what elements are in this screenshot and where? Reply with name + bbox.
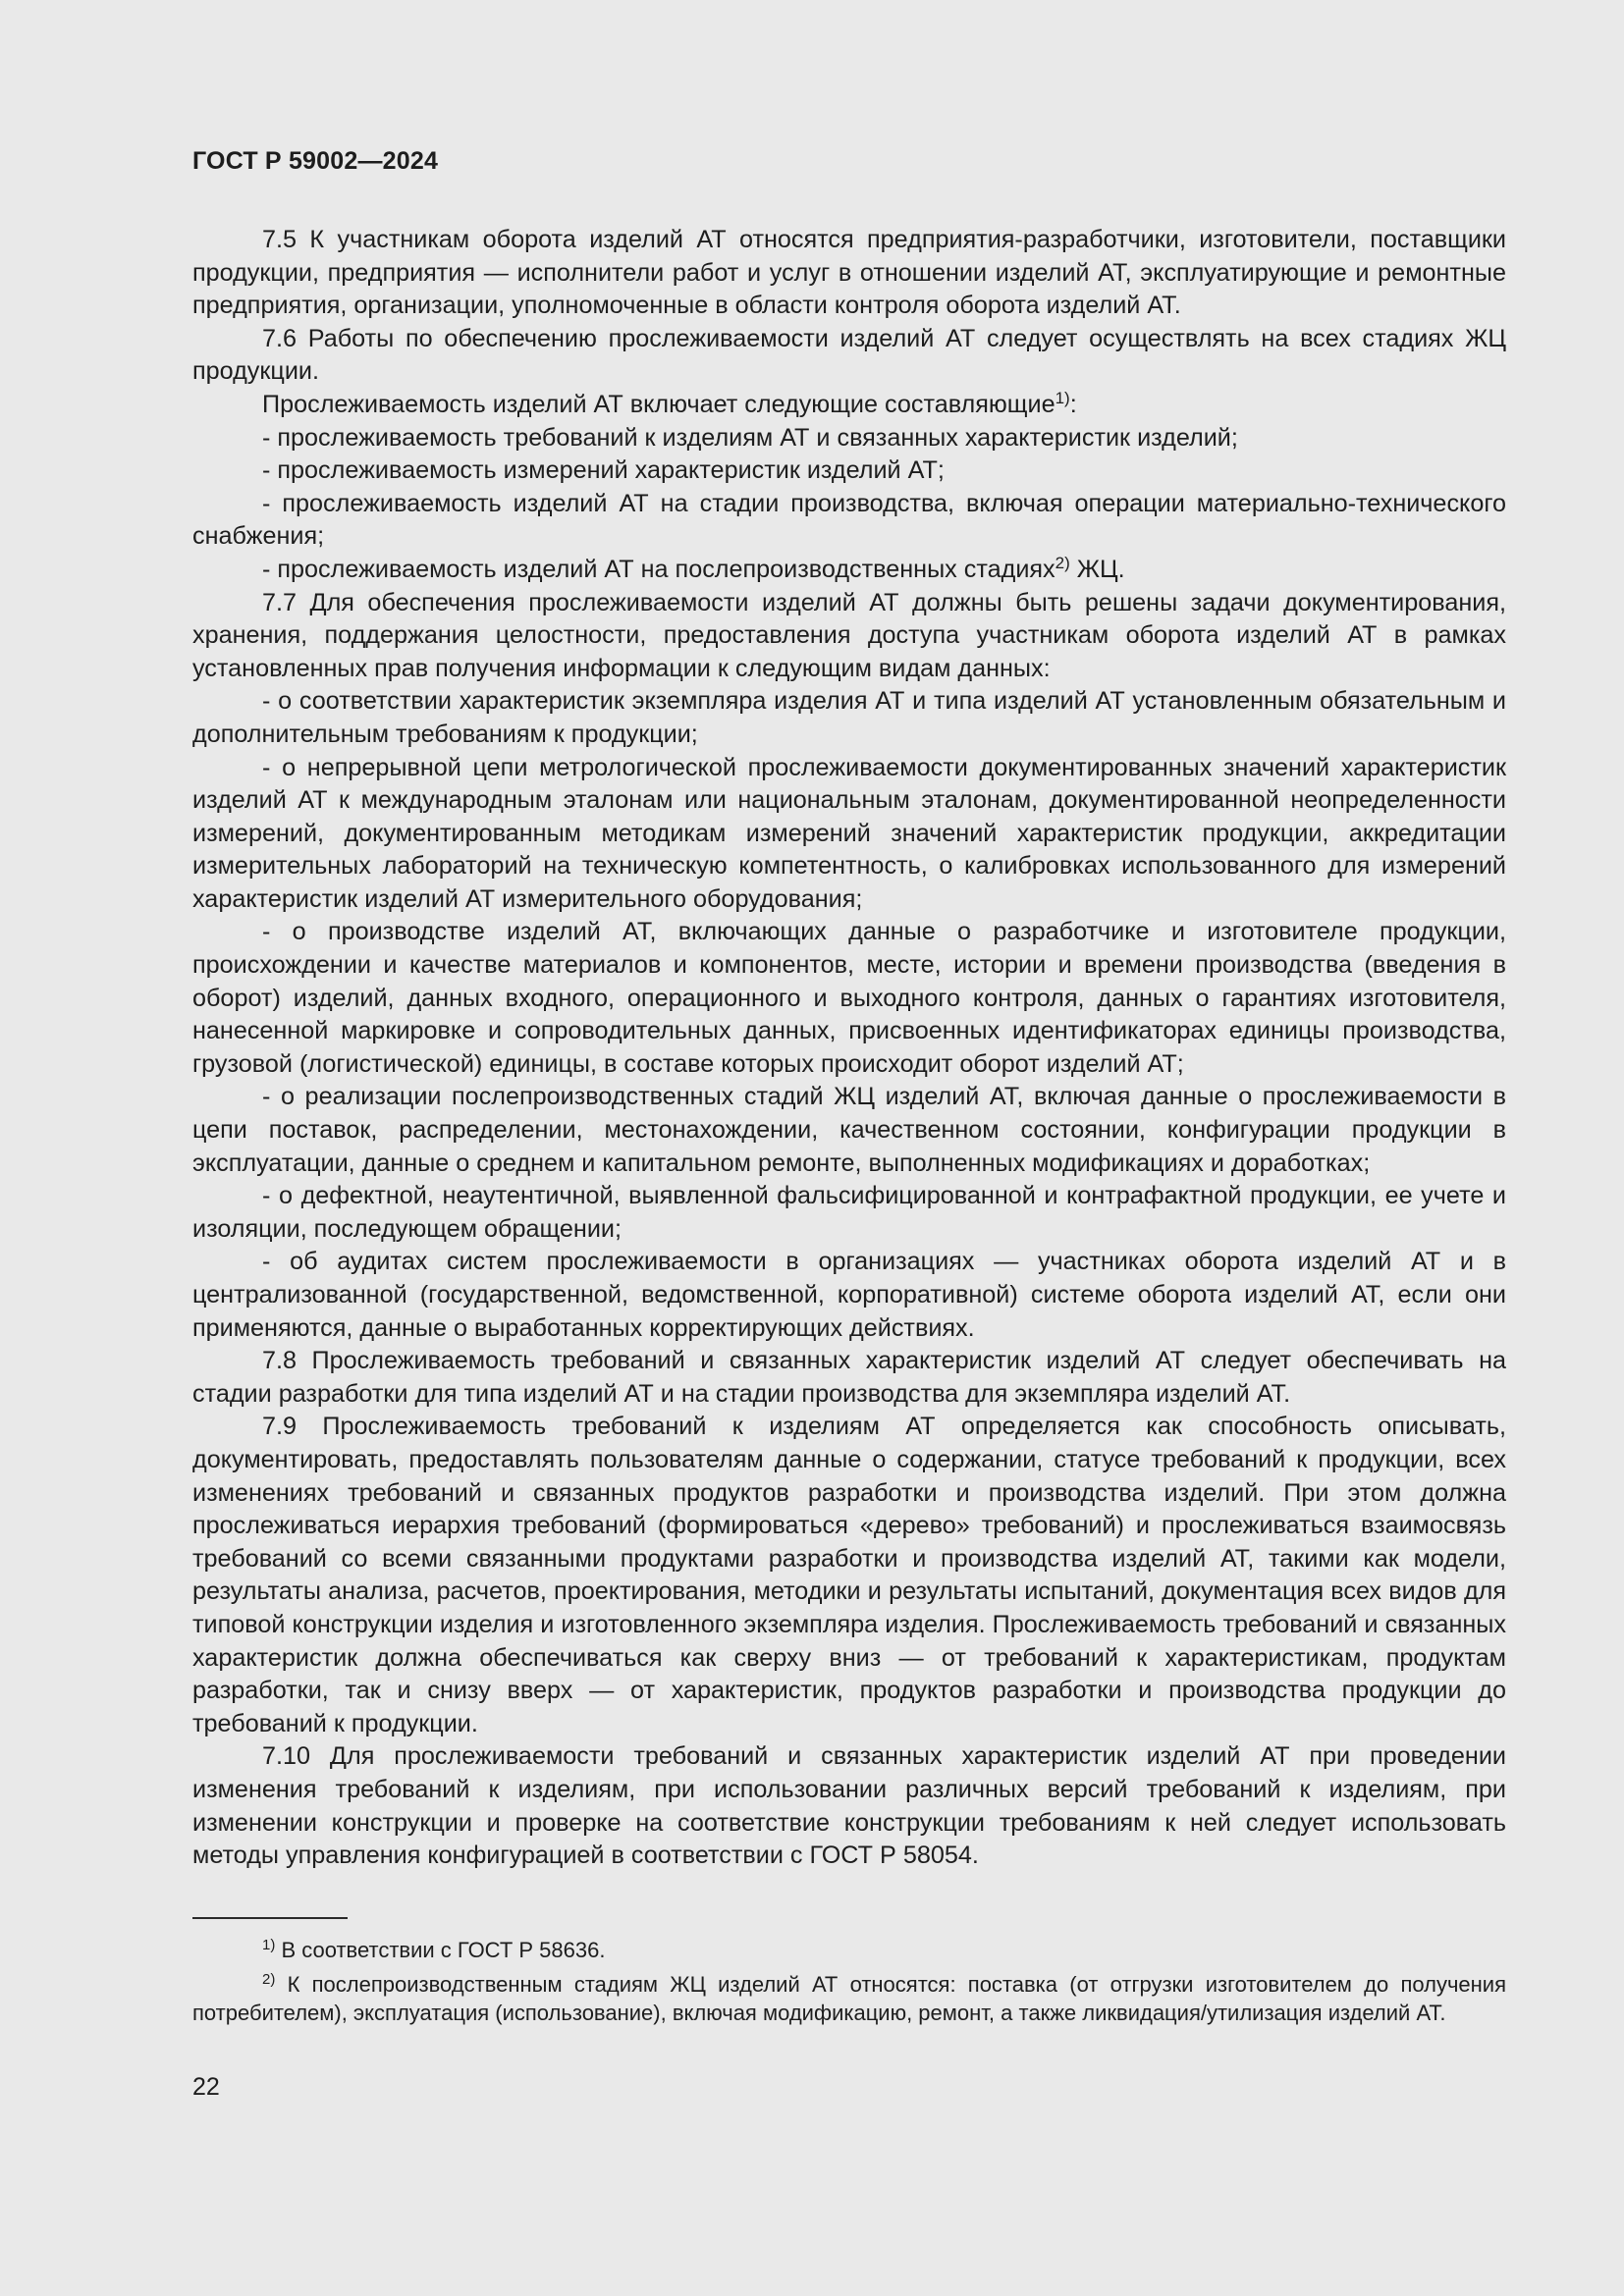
list-item: - о дефектной, неаутентичной, выявленной фальсифицированной и контрафактной продукции, ее учете и изоляции, последующем обращении; — [192, 1182, 1506, 1243]
list-item: - прослеживаемость изделий АТ на стадии производства, включая операции материально-технического снабжения; — [192, 489, 1506, 551]
footnote-separator — [192, 1917, 348, 1919]
list-item — [192, 554, 1506, 587]
paragraph-7-7: 7.7 Для обеспечения прослеживаемости изделий АТ должны быть решены задачи документирования, хранения, поддержания целостности, предоставления доступа участникам оборота изделий АТ в рамках установленных прав получения информации к следующим видам данных: — [192, 588, 1506, 682]
paragraph-text-end: : — [1069, 390, 1077, 418]
footnote-mark-1: 1) — [262, 1937, 276, 1953]
footnote-mark-2: 2) — [262, 1971, 276, 1988]
list-item: - о реализации послепроизводственных стадий ЖЦ изделий АТ, включая данные о прослеживаемости в цепи поставок, распределении, местонахождении, качественном состоянии, конфигурации продукции в эксплуатации, данные о среднем и капитальном ремонте, выполненных модификациях и доработках; — [192, 1083, 1506, 1177]
paragraph-7-10: 7.10 Для прослеживаемости требований и связанных характеристик изделий АТ при проведении изменения требований к изделиям, при использовании различных версий требований к изделиям, при изменении конструкции и проверке на соответствие конструкции требованиям к ней следует использовать методы управления конфигурацией в соответствии с ГОСТ Р 58054. — [192, 1742, 1506, 1870]
footnote-ref-2: 2) — [1055, 553, 1070, 572]
list-item: - об аудитах систем прослеживаемости в организациях — участниках оборота изделий АТ и в централизованной (государственной, ведомственной, корпоративной) системе оборота изделий АТ, если они применяются, данные о выработанных корректирующих действиях. — [192, 1248, 1506, 1342]
footnote-text-1: В соответствии с ГОСТ Р 58636. — [275, 1938, 606, 1962]
footnote-1 — [192, 1936, 1506, 1964]
footnotes — [192, 1936, 1506, 2033]
paragraph-7-8: 7.8 Прослеживаемость требований и связанных характеристик изделий АТ следует обеспечивать на стадии разработки для типа изделий АТ и на стадии производства для экземпляра изделий АТ. — [192, 1347, 1506, 1408]
list-item: - о производстве изделий АТ, включающих данные о разработчике и изготовителе продукции, происхождении и качестве материалов и компонентов, месте, истории и времени производства (введения в оборот) изделий, данных входного, операционного и выходного контроля, данных о гарантиях изготовителя, нанесенной маркировке и сопроводительных данных, присвоенных идентификаторах единицы производства, грузовой (логистической) единицы, в составе которых происходит оборот изделий АТ; — [192, 918, 1506, 1078]
page-number: 22 — [192, 2073, 220, 2101]
list-item-text: - прослеживаемость изделий АТ на послепроизводственных стадиях — [262, 555, 1056, 583]
main-text — [192, 224, 1506, 1873]
list-item: - прослеживаемость требований к изделиям АТ и связанных характеристик изделий; — [262, 423, 1238, 452]
footnote-2 — [192, 1970, 1506, 2027]
list-item: - о соответствии характеристик экземпляра изделия АТ и типа изделий АТ установленным обязательным и дополнительным требованиям к продукции; — [192, 687, 1506, 748]
paragraph-7-6: 7.6 Работы по обеспечению прослеживаемости изделий АТ следует осуществлять на всех стадиях ЖЦ продукции. — [192, 324, 1506, 386]
paragraph-7-5: 7.5 К участникам оборота изделий АТ относятся предприятия-разработчики, изготовители, поставщики продукции, предприятия — исполнители работ и услуг в отношении изделий АТ, эксплуатирующие и ремонтные предприятия, организации, уполномоченные в области контроля оборота изделий АТ. — [192, 226, 1506, 320]
paragraph-7-9: 7.9 Прослеживаемость требований к изделиям АТ определяется как способность описывать, документировать, предоставлять пользователям данные о содержании, статусе требований к продукции, всех изменениях требований и связанных продуктов разработки и производства изделий. При этом должна прослеживаться иерархия требований (формироваться «дерево» требований) и прослеживаться взаимосвязь требований со всеми связанными продуктами разработки и производства изделий АТ, такими как модели, результаты анализа, расчетов, проектирования, методики и результаты испытаний, документация всех видов для типовой конструкции изделия и изготовленного экземпляра изделия. Прослеживаемость требований и связанных характеристик должна обеспечиваться как сверху вниз — от требований к характеристикам, продуктам разработки, так и снизу вверх — от характеристик, продуктов разработки и производства продукции до требований к продукции. — [192, 1413, 1506, 1737]
list-item: - прослеживаемость измерений характеристик изделий АТ; — [262, 456, 945, 485]
footnote-text-2: К послепроизводственным стадиям ЖЦ изделий АТ относятся: поставка (от отгрузки изготовителем до получения потребителем), эксплуатация (использование), включая модификацию, ремонт, а также ликвидация/утилизация изделий АТ. — [192, 1972, 1506, 2025]
document-header: ГОСТ Р 59002—2024 — [192, 147, 439, 175]
footnote-ref-1: 1) — [1055, 388, 1070, 407]
paragraph-text: Прослеживаемость изделий АТ включает следующие составляющие — [262, 390, 1056, 418]
list-item-text-end: ЖЦ. — [1069, 555, 1125, 583]
paragraph-traceability-components — [192, 389, 1506, 422]
list-item: - о непрерывной цепи метрологической прослеживаемости документированных значений характеристик изделий АТ к международным эталонам или национальным эталонам, документированной неопределенности измерений, документированным методикам измерений значений характеристик продукции, аккредитации измерительных лабораторий на техническую компетентность, о калибровках использованного для измерений характеристик изделий АТ измерительного оборудования; — [192, 753, 1506, 913]
